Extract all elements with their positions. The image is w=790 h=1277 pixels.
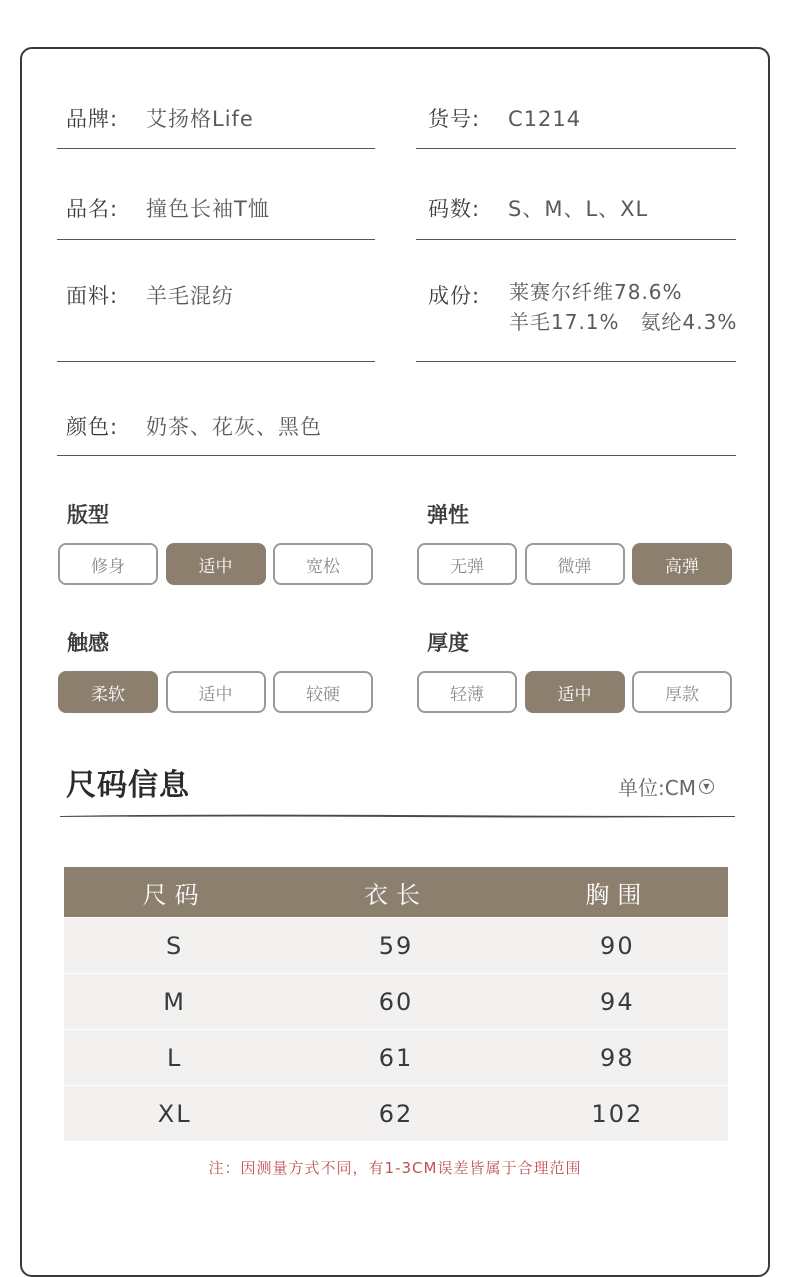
name-field [66,193,270,223]
divider [57,148,375,149]
cell-chest: 94 [507,974,728,1030]
unit-selector[interactable] [618,772,714,801]
table-row [64,918,728,974]
cell-length: 61 [285,1030,506,1086]
fit-title: 版型 [67,503,109,527]
name-label: 品名: [66,197,119,221]
divider [416,148,736,149]
measurement-note: 注：因测量方式不同，有1-3CM误差皆属于合理范围 [208,1159,582,1177]
touch-option[interactable]: 柔软 [58,671,158,713]
name-value: 撞色长袖T恤 [146,197,270,221]
fabric-field [66,280,234,310]
brush-divider [60,813,735,818]
divider [57,239,375,240]
table-row [64,1086,728,1142]
color-label: 颜色: [66,415,119,439]
cell-length: 60 [285,974,506,1030]
cell-chest: 102 [507,1086,728,1142]
fabric-label: 面料: [66,284,119,308]
brand-label: 品牌: [66,107,119,131]
thickness-option[interactable]: 厚款 [632,671,732,713]
fit-option[interactable]: 适中 [166,543,266,585]
cell-size: L [64,1030,285,1086]
fit-option[interactable]: 修身 [58,543,158,585]
composition-label: 成份: [428,284,481,308]
brand-field [66,103,254,133]
table-row [64,974,728,1030]
touch-title: 触感 [67,631,109,655]
size-info-title: 尺码信息 [66,768,190,803]
thickness-title: 厚度 [427,631,469,655]
fit-option[interactable]: 宽松 [273,543,373,585]
elasticity-option[interactable]: 微弹 [525,543,625,585]
elasticity-title: 弹性 [427,503,469,527]
divider [57,455,736,456]
composition-line-2: 羊毛17.1% 氨纶4.3% [509,310,738,334]
composition-line-1: 莱赛尔纤维78.6% [509,280,683,304]
touch-option[interactable]: 较硬 [273,671,373,713]
sizes-value: S、M、L、XL [508,197,649,221]
cell-size: S [64,918,285,974]
header-length: 衣长 [285,867,506,918]
fabric-value: 羊毛混纺 [146,284,234,308]
sku-value: C1214 [508,107,582,131]
divider [416,239,736,240]
size-table [64,867,728,1141]
header-size: 尺码 [64,867,285,918]
table-row [64,1030,728,1086]
cell-length: 59 [285,918,506,974]
cell-chest: 98 [507,1030,728,1086]
thickness-option[interactable]: 适中 [525,671,625,713]
brand-value: 艾扬格Life [146,107,254,131]
touch-option[interactable]: 适中 [166,671,266,713]
divider [57,361,375,362]
composition-field [428,280,508,310]
cell-size: XL [64,1086,285,1142]
chevron-down-circle-icon: ▼ [699,779,714,794]
size-table-header [64,867,728,918]
color-value: 奶茶、花灰、黑色 [146,415,322,439]
elasticity-option[interactable]: 高弹 [632,543,732,585]
thickness-option[interactable]: 轻薄 [417,671,517,713]
sku-field [428,103,581,133]
composition-value [509,277,737,337]
unit-label: 单位:CM [618,776,696,800]
cell-size: M [64,974,285,1030]
cell-chest: 90 [507,918,728,974]
header-chest: 胸围 [507,867,728,918]
cell-length: 62 [285,1086,506,1142]
sku-label: 货号: [428,107,481,131]
divider [416,361,736,362]
color-field [66,411,322,441]
elasticity-option[interactable]: 无弹 [417,543,517,585]
sizes-field [428,193,648,223]
sizes-label: 码数: [428,197,481,221]
